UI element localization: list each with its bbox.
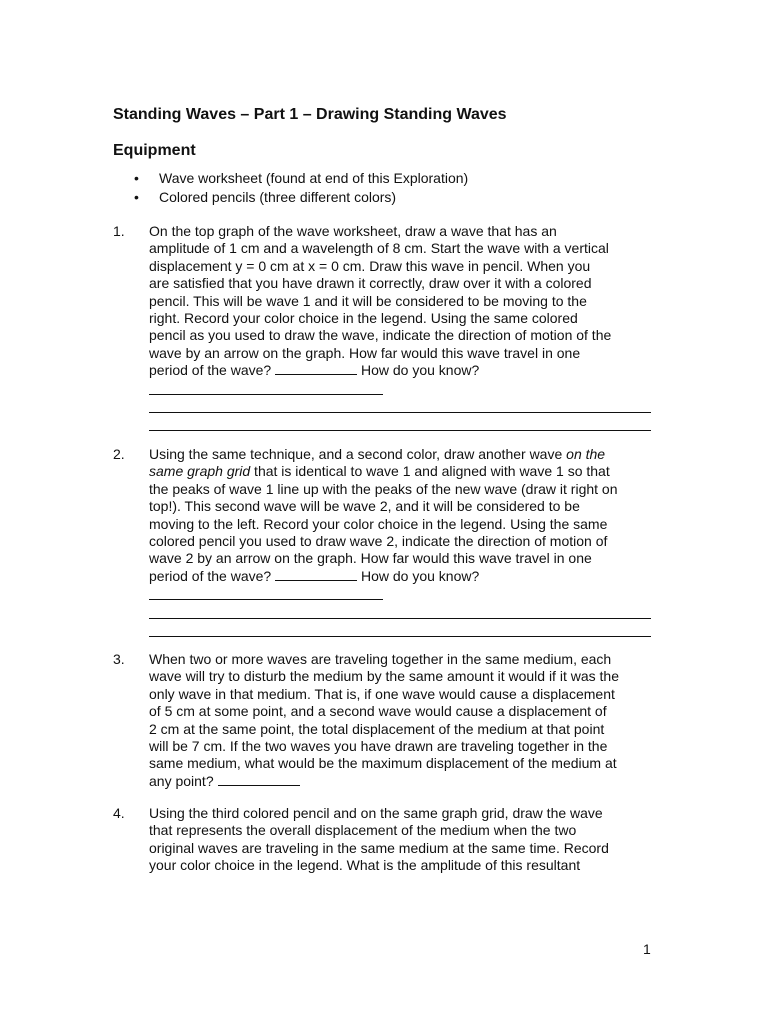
question-3	[113, 651, 653, 790]
answer-line[interactable]	[149, 622, 651, 637]
bullet-icon: •	[134, 170, 139, 186]
answer-line[interactable]	[149, 416, 651, 431]
list-item: • Colored pencils (three different colors)	[134, 189, 397, 205]
bullet-icon: •	[134, 189, 139, 205]
list-item: • Wave worksheet (found at end of this Exploration)	[134, 170, 469, 186]
question-1	[113, 223, 653, 435]
question-number: 2.	[113, 446, 125, 462]
answer-blank[interactable]	[275, 362, 357, 375]
answer-line[interactable]	[149, 585, 383, 600]
question-body: Using the third colored pencil and on the same graph grid, draw the wave that represents the overall displacement of the medium when the two original waves are traveling in the same medium at the same time. Record your color choice in the legend. What is the amplitude of this resultant	[149, 805, 609, 874]
page-title: Standing Waves – Part 1 – Drawing Standing Waves	[113, 106, 507, 123]
question-2	[113, 446, 653, 640]
equipment-heading: Equipment	[113, 142, 196, 159]
answer-blank[interactable]	[218, 773, 300, 786]
question-number: 3.	[113, 651, 125, 667]
answer-line[interactable]	[149, 398, 651, 413]
page-number: 1	[643, 941, 651, 957]
answer-blank[interactable]	[275, 568, 357, 581]
question-body: When two or more waves are traveling together in the same medium, each wave will try to disturb the medium by the same amount it would if it was the only wave in that medium. That is, if one wave would cause a displacement of 5 cm at some point, and a second wave would cause a displacement of 2 cm at the same point, the total displacement of the medium at that point will be 7 cm. If the two waves you have drawn are traveling together in the same medium, what would be the maximum displacement of the medium at any point?	[149, 651, 619, 789]
question-number: 4.	[113, 805, 125, 821]
question-body: Using the same technique, and a second color, draw another wave on the same graph grid that is identical to wave 1 and aligned with wave 1 so that the peaks of wave 1 line up with the peaks of the new wave (draw it right on top!). This second wave will be wave 2, and it will be considered to be moving to the left. Record your color choice in the legend. Using the same colored pencil you used to draw wave 2, indicate the direction of motion of wave 2 by an arrow on the graph. How far would this wave travel in one period of the wave? How do you know?	[149, 446, 653, 637]
equipment-list	[134, 169, 468, 207]
answer-line[interactable]	[149, 380, 383, 395]
question-body: On the top graph of the wave worksheet, draw a wave that has an amplitude of 1 cm and a wavelength of 8 cm. Start the wave with a vertical displacement y = 0 cm at x = 0 cm. Draw this wave in pencil. When you are satisfied that you have drawn it correctly, draw over it with a colored pencil. This will be wave 1 and it will be considered to be moving to the right. Record your color choice in the legend. Using the same colored pencil as you used to draw the wave, indicate the direction of motion of the wave by an arrow on the graph. How far would this wave travel in one period of the wave? How do you know?	[149, 223, 653, 431]
question-4	[113, 805, 653, 875]
question-number: 1.	[113, 223, 125, 239]
answer-line[interactable]	[149, 604, 651, 619]
